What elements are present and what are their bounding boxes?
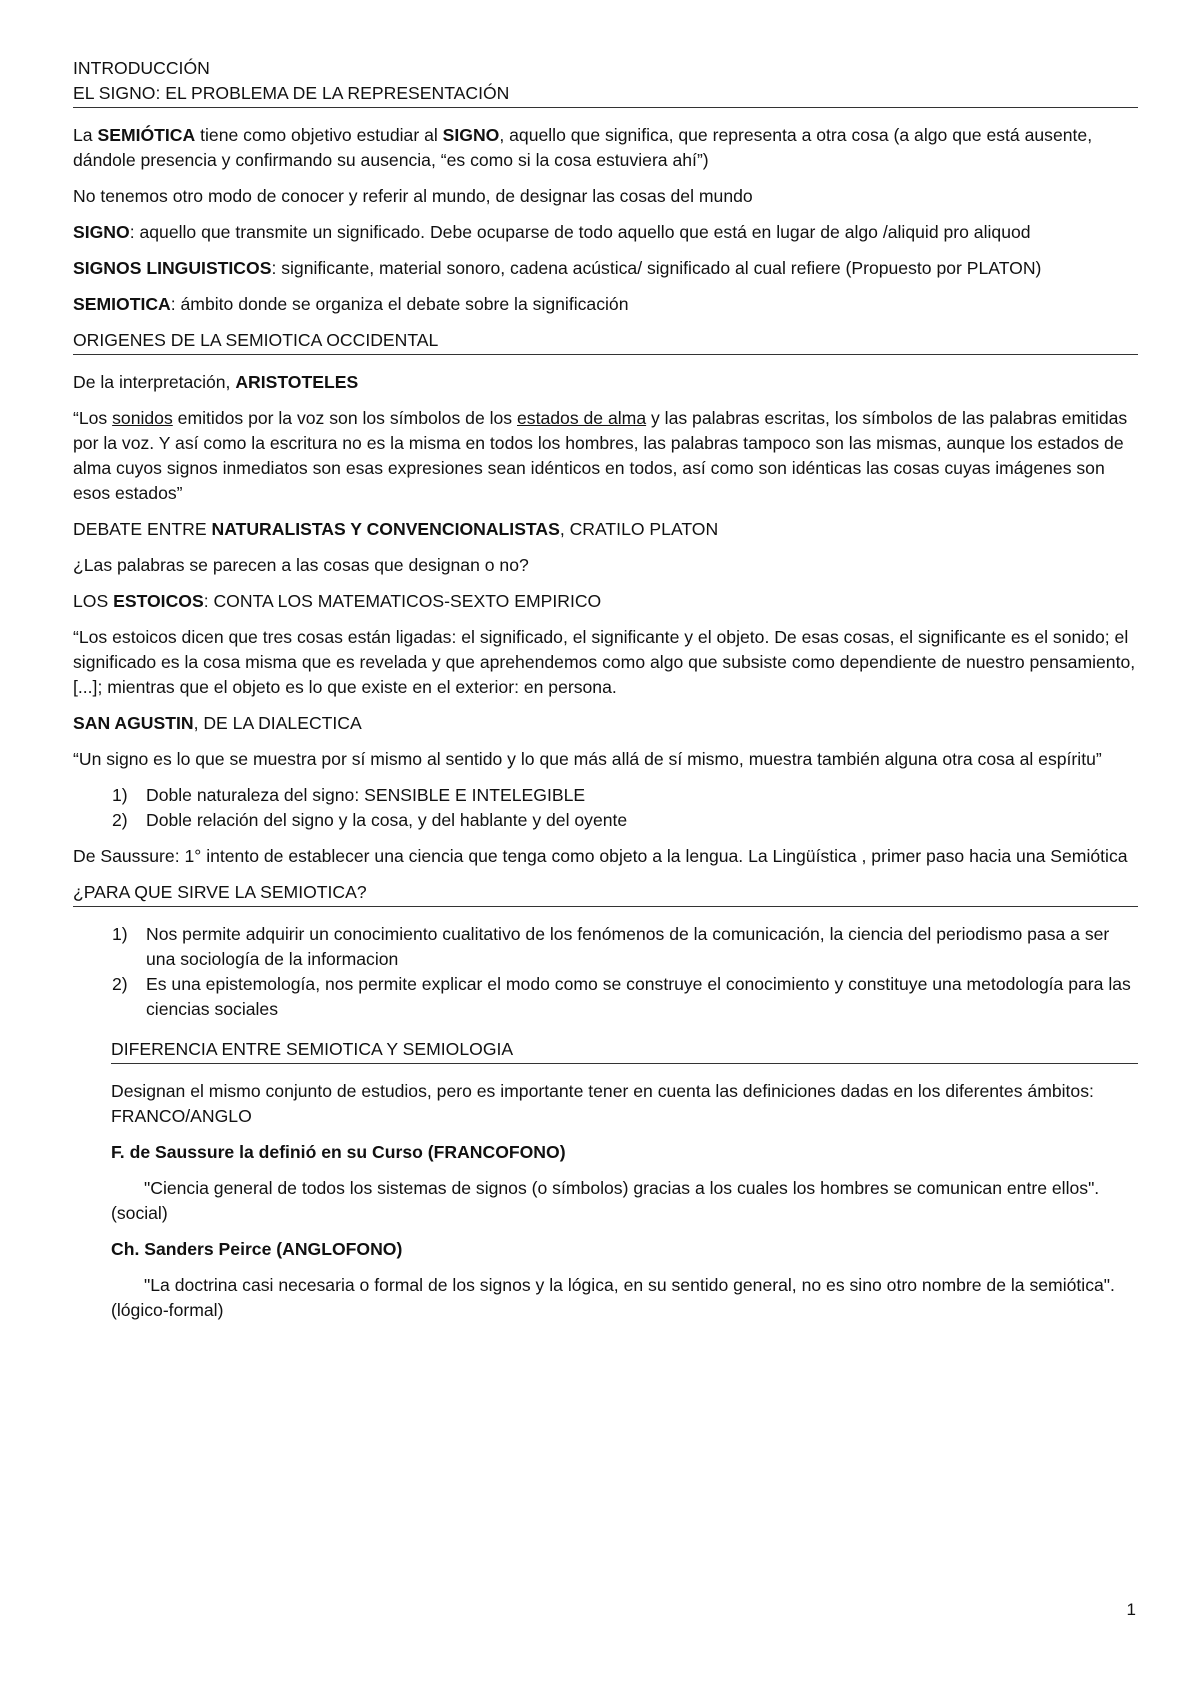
list-item: 2) Doble relación del signo y la cosa, y del hablante y del oyente [112, 810, 628, 830]
paragraph-conocer: No tenemos otro modo de conocer y referir al mundo, de designar las cosas del mundo [73, 186, 753, 206]
section-heading-para-que-sirve: ¿PARA QUE SIRVE LA SEMIOTICA? [73, 880, 1138, 907]
quote-aristoteles: “Los sonidos emitidos por la voz son los símbolos de los estados de alma y las palabras escritas, los símbolos de las palabras emitidas por la voz. Y así como la escritura no es la misma en todos los hombres, las palabras tampoco son las mismas, aunque los estados de alma cuyos signos inmediatos son esas expresiones sean idénticos en todos, así como son idénticas las cosas cuyas imágenes son esos estados” [73, 408, 1128, 503]
paragraph-aristoteles: De la interpretación, ARISTOTELES [73, 372, 359, 392]
list-doble [73, 783, 1138, 833]
page-number: 1 [1126, 1600, 1136, 1619]
quote-saussure: "Ciencia general de todos los sistemas de signos (o símbolos) gracias a los cuales los hombres se comunican entre ellos". (social) [111, 1178, 1100, 1223]
paragraph-designan: Designan el mismo conjunto de estudios, pero es importante tener en cuenta las definiciones dadas en los diferentes ámbitos: FRANCO/ANGLO [111, 1081, 1094, 1126]
paragraph-san-agustin: SAN AGUSTIN, DE LA DIALECTICA [73, 713, 362, 733]
subheading-saussure: F. de Saussure la definió en su Curso (FRANCOFONO) [111, 1142, 566, 1162]
subheading-peirce: Ch. Sanders Peirce (ANGLOFONO) [111, 1239, 403, 1259]
list-para-que-sirve [73, 922, 1138, 1022]
list-item: 2) Es una epistemología, nos permite explicar el modo como se construye el conocimiento y constituye una metodología para las ciencias sociales [112, 974, 1131, 1019]
list-item: 1) Nos permite adquirir un conocimiento cualitativo de los fenómenos de la comunicación, la ciencia del periodismo pasa a ser una sociología de la informacion [112, 924, 1110, 969]
paragraph-estoicos: LOS ESTOICOS: CONTA LOS MATEMATICOS-SEXTO EMPIRICO [73, 591, 602, 611]
paragraph-semiotica: La SEMIÓTICA tiene como objetivo estudiar al SIGNO, aquello que significa, que representa a otra cosa (a algo que está ausente, dándole presencia y confirmando su ausencia, “es como si la cosa estuviera ahí”) [73, 125, 1093, 170]
paragraph-question: ¿Las palabras se parecen a las cosas que designan o no? [73, 555, 529, 575]
quote-estoicos: “Los estoicos dicen que tres cosas están ligadas: el significado, el significante y el objeto. De esas cosas, el significante es el sonido; el significado es la cosa misma que es revelada y que aprehendemos como algo que subsiste como dependiente de nuestro pensamiento, [...]; mientras que el objeto es lo que existe en el exterior: en persona. [73, 627, 1136, 697]
section-heading-origenes: ORIGENES DE LA SEMIOTICA OCCIDENTAL [73, 328, 1138, 355]
paragraph-saussure: De Saussure: 1° intento de establecer una ciencia que tenga como objeto a la lengua. La Lingüística , primer paso hacia una Semiótica [73, 846, 1128, 866]
quote-san-agustin: “Un signo es lo que se muestra por sí mismo al sentido y lo que más allá de sí mismo, muestra también alguna otra cosa al espíritu” [73, 749, 1102, 769]
subsection-diferencia [111, 1037, 1138, 1323]
paragraph-debate: DEBATE ENTRE NATURALISTAS Y CONVENCIONALISTAS, CRATILO PLATON [73, 519, 719, 539]
section-heading-diferencia: DIFERENCIA ENTRE SEMIOTICA Y SEMIOLOGIA [111, 1037, 1138, 1064]
list-item: 1) Doble naturaleza del signo: SENSIBLE E INTELEGIBLE [112, 785, 586, 805]
paragraph-signo: SIGNO: aquello que transmite un significado. Debe ocuparse de todo aquello que está en lugar de algo /aliquid pro aliquod [73, 222, 1031, 242]
paragraph-signos-linguisticos: SIGNOS LINGUISTICOS: significante, material sonoro, cadena acústica/ significado al cual refiere (Propuesto por PLATON) [73, 258, 1042, 278]
document-title: INTRODUCCIÓN [73, 58, 210, 78]
section-heading-signo: EL SIGNO: EL PROBLEMA DE LA REPRESENTACIÓN [73, 81, 1138, 108]
paragraph-semiotica-ambito: SEMIOTICA: ámbito donde se organiza el debate sobre la significación [73, 294, 629, 314]
document-page [73, 56, 1138, 1323]
quote-peirce: "La doctrina casi necesaria o formal de los signos y la lógica, en su sentido general, no es sino otro nombre de la semiótica". (lógico-formal) [111, 1275, 1115, 1320]
